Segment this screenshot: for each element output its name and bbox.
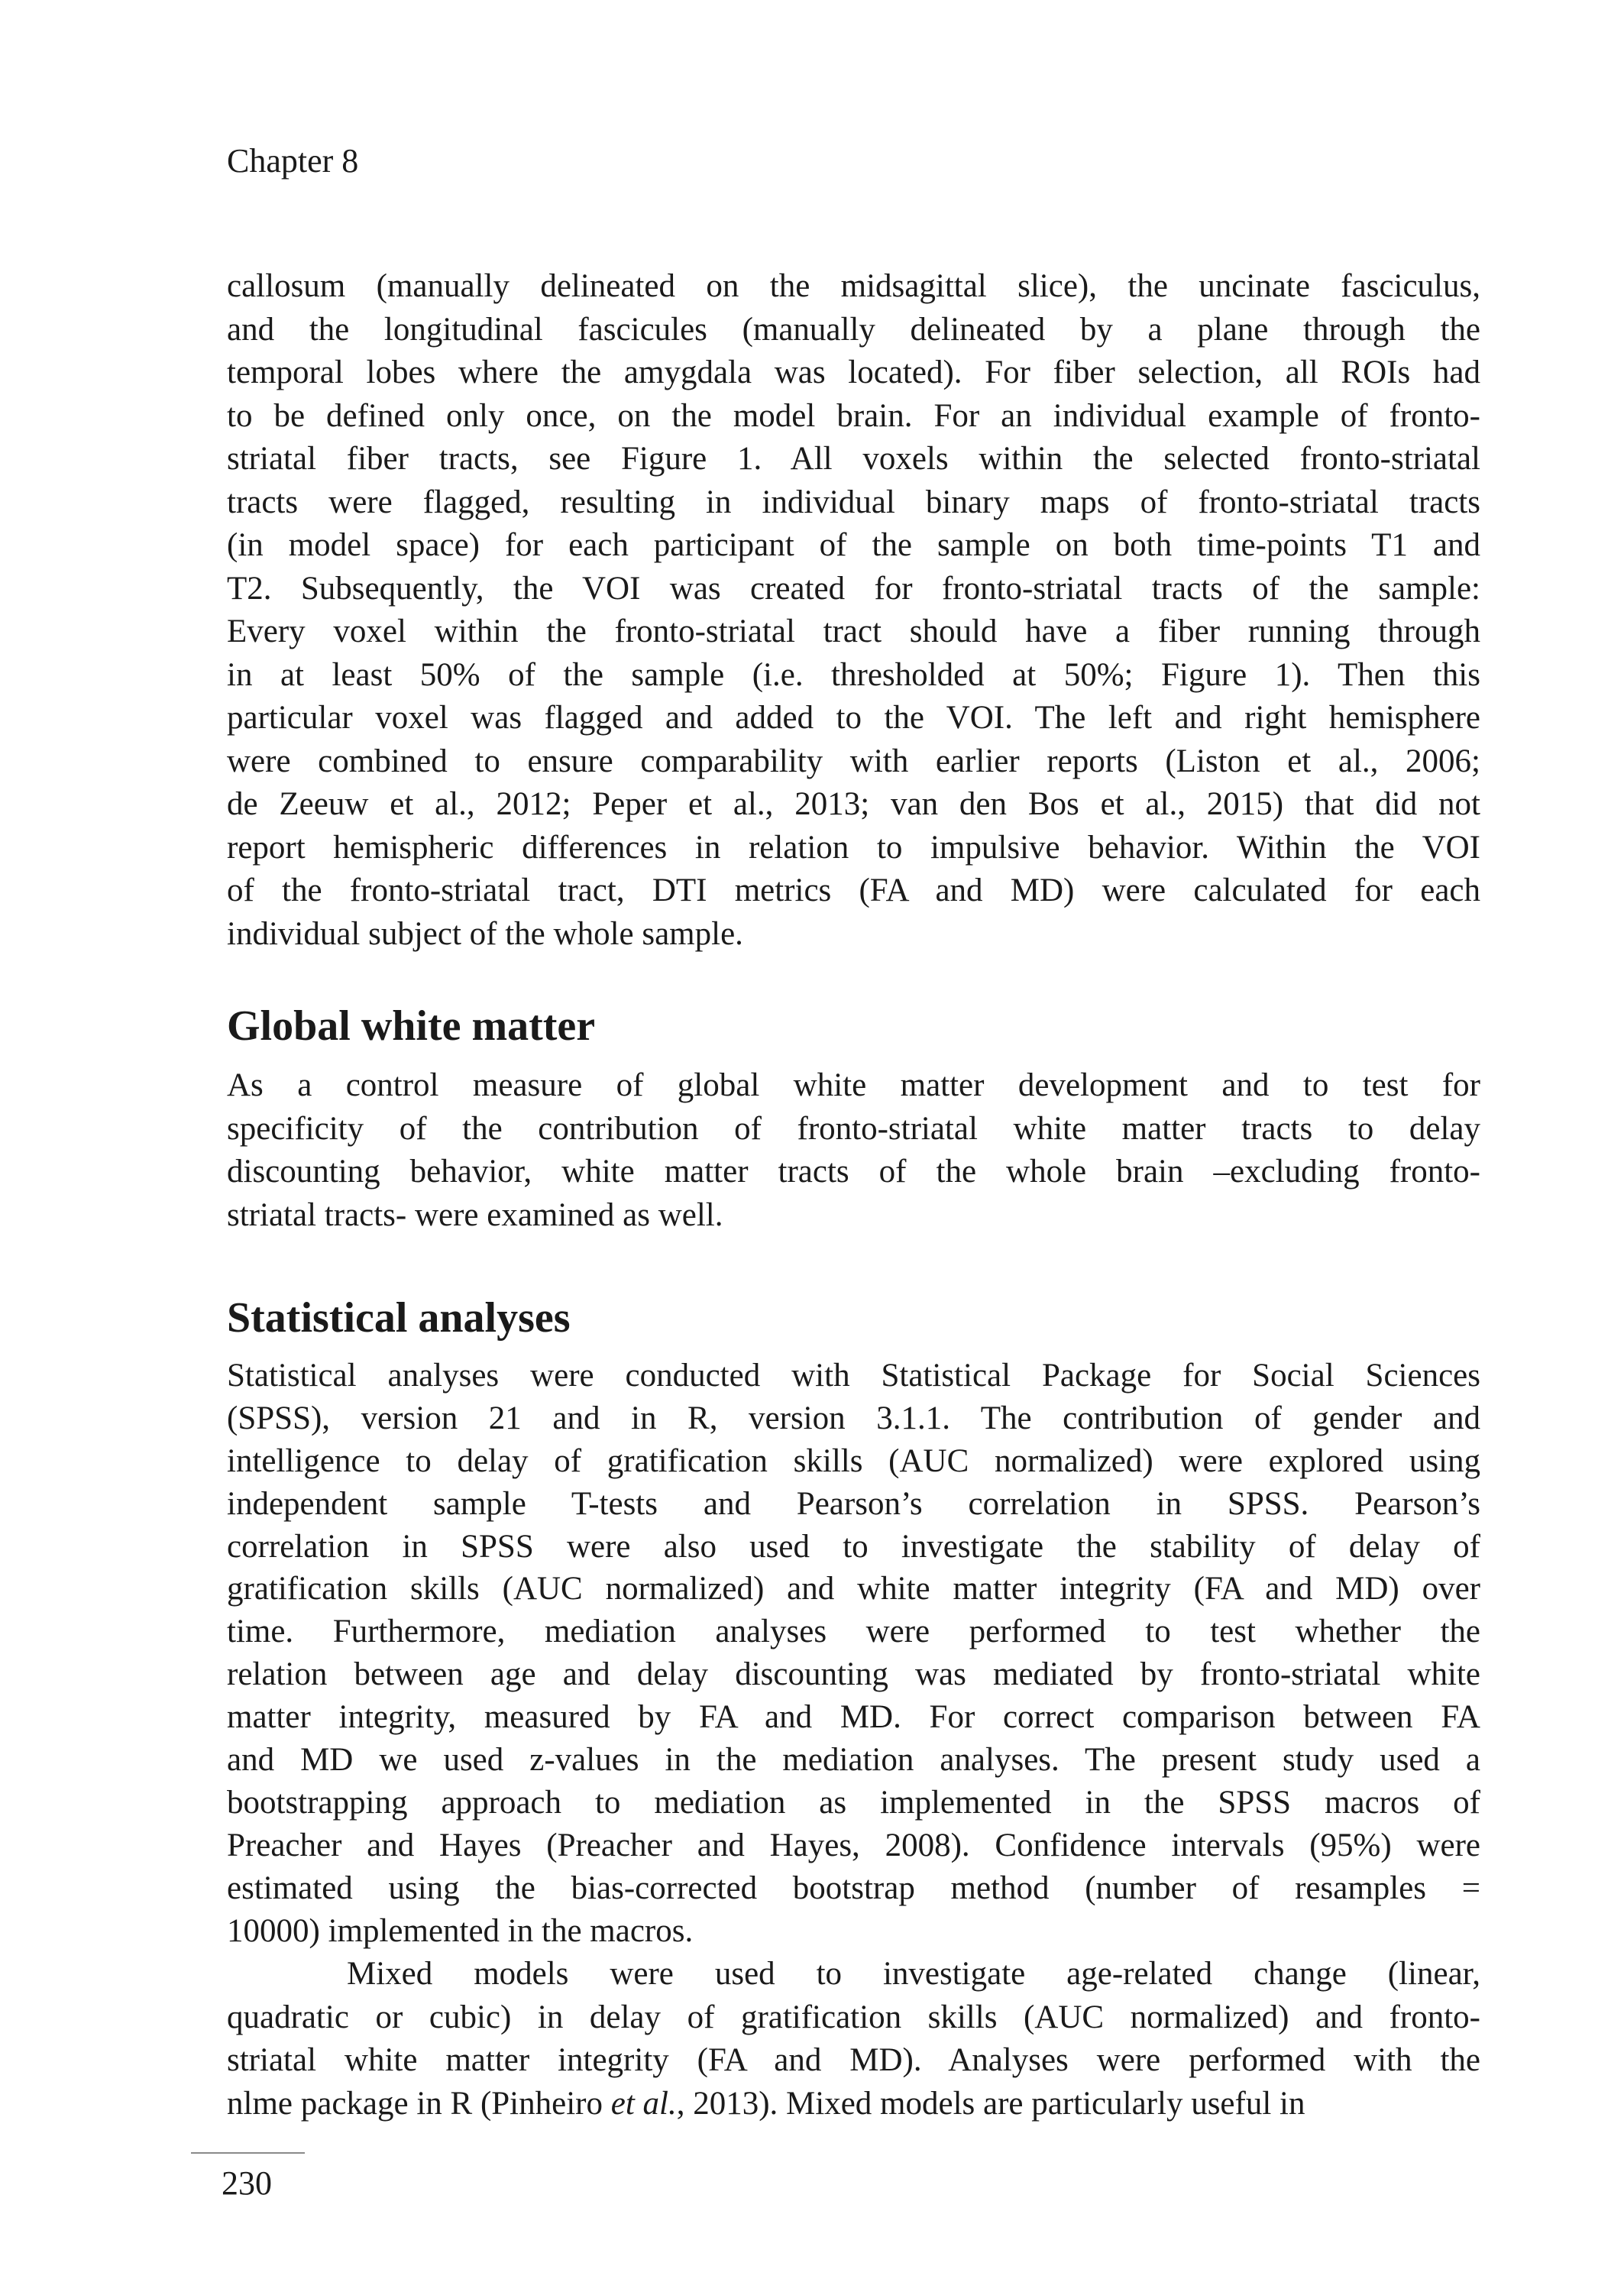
text-line: of the fronto-striatal tract, DTI metrics (FA and MD) were calculated for each xyxy=(227,872,1480,908)
text-line: temporal lobes where the amygdala was located). For fiber selection, all ROIs had xyxy=(227,354,1480,390)
text-line: Mixed models were used to investigate age-related change (linear, xyxy=(347,1956,1480,1992)
text-line: callosum (manually delineated on the midsagittal slice), the uncinate fasciculus, xyxy=(227,268,1480,304)
text-line: (SPSS), version 21 and in R, version 3.1.1. The contribution of gender and xyxy=(227,1400,1480,1436)
text-line: Every voxel within the fronto-striatal tract should have a fiber running through xyxy=(227,613,1480,649)
text-line: estimated using the bias-corrected bootstrap method (number of resamples = xyxy=(227,1870,1480,1906)
text-line: de Zeeuw et al., 2012; Peper et al., 2013; van den Bos et al., 2015) that did not xyxy=(227,786,1480,822)
paragraph-mixed-models xyxy=(227,1953,1480,2126)
text-line: gratification skills (AUC normalized) and white matter integrity (FA and MD) over xyxy=(227,1571,1480,1607)
text-line: quadratic or cubic) in delay of gratification skills (AUC normalized) and fronto- xyxy=(227,1999,1480,2035)
section-heading-global-white-matter: Global white matter xyxy=(227,1002,596,1050)
italic-text: et al. xyxy=(610,2086,677,2122)
text-line: and MD we used z-values in the mediation analyses. The present study used a xyxy=(227,1742,1480,1779)
running-head: Chapter 8 xyxy=(227,142,359,180)
paragraph-statistical-analyses xyxy=(227,1355,1480,1952)
text-line: specificity of the contribution of fronto-striatal white matter tracts to delay xyxy=(227,1110,1480,1147)
section-heading-statistical-analyses: Statistical analyses xyxy=(227,1294,571,1342)
text-line: As a control measure of global white matter development and to test for xyxy=(227,1067,1480,1103)
text-line: independent sample T-tests and Pearson’s correlation in SPSS. Pearson’s xyxy=(227,1485,1480,1522)
text-line: correlation in SPSS were also used to investigate the stability of delay of xyxy=(227,1528,1480,1565)
text-segment: , 2013). Mixed models are particularly useful in xyxy=(676,2086,1305,2122)
text-line: 10000) implemented in the macros. xyxy=(227,1912,694,1949)
text-line: Preacher and Hayes (Preacher and Hayes, 2008). Confidence intervals (95%) were xyxy=(227,1827,1480,1863)
text-line: particular voxel was flagged and added to the VOI. The left and right hemisphere xyxy=(227,700,1480,736)
text-line: striatal fiber tracts, see Figure 1. All voxels within the selected fronto-striatal xyxy=(227,441,1480,477)
text-line: intelligence to delay of gratification skills (AUC normalized) were explored using xyxy=(227,1442,1480,1479)
text-line: striatal white matter integrity (FA and MD). Analyses were performed with the xyxy=(227,2042,1480,2079)
text-line: in at least 50% of the sample (i.e. thresholded at 50%; Figure 1). Then this xyxy=(227,656,1480,693)
text-line: time. Furthermore, mediation analyses were performed to test whether the xyxy=(227,1614,1480,1650)
text-segment: nlme package in R (Pinheiro xyxy=(227,2086,611,2122)
text-line xyxy=(227,2083,1480,2126)
paragraph-global-white-matter xyxy=(227,1064,1480,1237)
text-line: and the longitudinal fascicules (manually delineated by a plane through the xyxy=(227,311,1480,348)
text-line: (in model space) for each participant of the sample on both time-points T1 and xyxy=(227,527,1480,563)
text-line: Statistical analyses were conducted with Statistical Package for Social Sciences xyxy=(227,1358,1480,1394)
text-line: relation between age and delay discounting was mediated by fronto-striatal white xyxy=(227,1656,1480,1693)
text-line: tracts were flagged, resulting in individual binary maps of fronto-striatal tracts xyxy=(227,484,1480,520)
text-line: individual subject of the whole sample. xyxy=(227,915,743,952)
text-line: report hemispheric differences in relation to impulsive behavior. Within the VOI xyxy=(227,829,1480,866)
text-line: bootstrapping approach to mediation as implemented in the SPSS macros of xyxy=(227,1784,1480,1821)
text-line: matter integrity, measured by FA and MD. For correct comparison between FA xyxy=(227,1699,1480,1736)
page-number: 230 xyxy=(222,2164,272,2202)
text-line: discounting behavior, white matter tracts of the whole brain –excluding fronto- xyxy=(227,1154,1480,1190)
text-line: T2. Subsequently, the VOI was created for fronto-striatal tracts of the sample: xyxy=(227,570,1480,607)
text-line: striatal tracts- were examined as well. xyxy=(227,1196,723,1233)
paragraph-roi-selection xyxy=(227,265,1480,956)
text-line: to be defined only once, on the model brain. For an individual example of fronto- xyxy=(227,397,1480,434)
footer-rule xyxy=(191,2152,305,2154)
text-line: were combined to ensure comparability with earlier reports (Liston et al., 2006; xyxy=(227,743,1480,779)
